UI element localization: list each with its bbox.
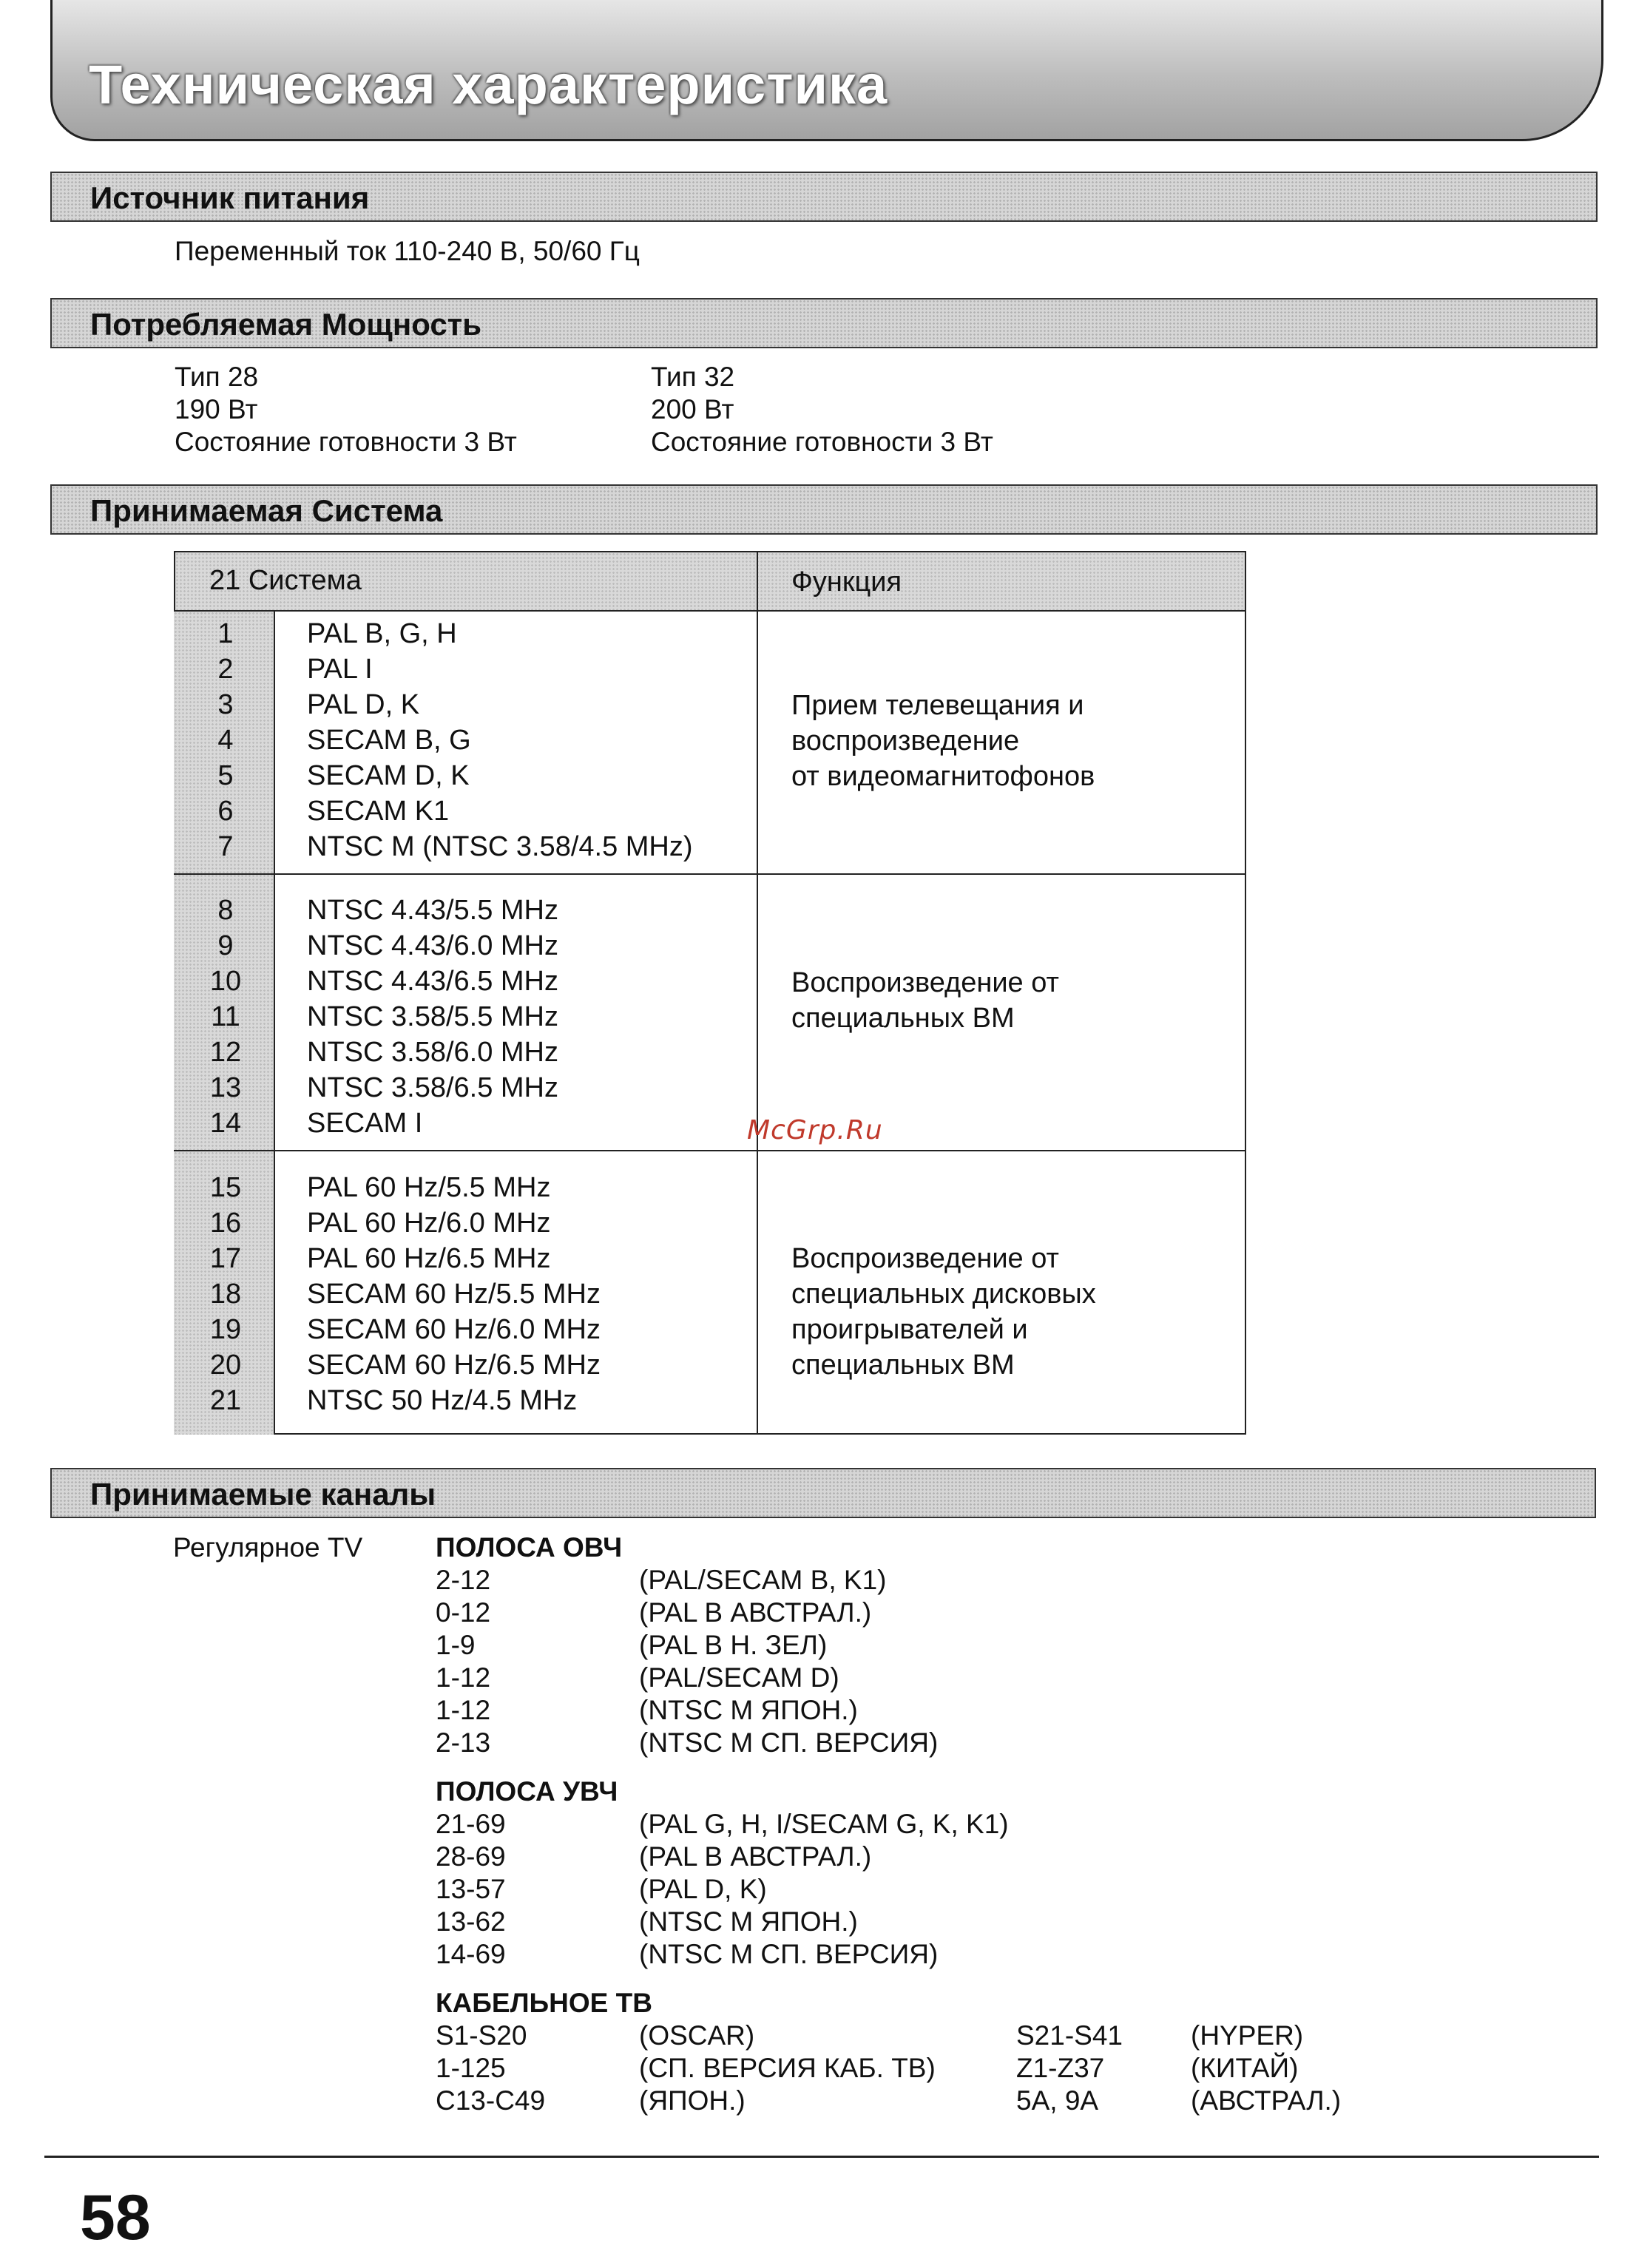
system-name: SECAM D, K bbox=[307, 760, 470, 791]
channel-range: S1-S20 bbox=[436, 2020, 527, 2051]
group-2-function bbox=[791, 965, 1059, 1036]
watermark: McGrp.Ru bbox=[747, 1115, 883, 1145]
power-value-28: 190 Вт bbox=[175, 394, 258, 424]
channel-range: 5A, 9A bbox=[1016, 2085, 1099, 2116]
system-number: 14 bbox=[209, 1108, 242, 1139]
channel-desc: (PAL/SECAM D) bbox=[639, 1662, 839, 1693]
channel-desc: (PAL B АВСТРАЛ.) bbox=[639, 1597, 872, 1628]
system-name: SECAM K1 bbox=[307, 796, 450, 827]
channel-range: 13-57 bbox=[436, 1874, 506, 1904]
channel-range: 2-12 bbox=[436, 1565, 491, 1595]
power-value-32: 200 Вт bbox=[651, 394, 734, 424]
col-header-system: 21 Система bbox=[209, 565, 362, 596]
group-divider bbox=[174, 873, 1246, 875]
power-standby-32: Состояние готовности 3 Вт bbox=[651, 427, 993, 457]
system-number: 2 bbox=[217, 654, 234, 685]
channel-desc: (NTSC M ЯПОН.) bbox=[639, 1906, 858, 1937]
system-name: PAL D, K bbox=[307, 689, 420, 720]
group-3-systems bbox=[307, 1170, 601, 1418]
group-1-numbers bbox=[181, 616, 270, 864]
system-name: NTSC 3.58/5.5 MHz bbox=[307, 1001, 558, 1032]
section-systems bbox=[50, 484, 1598, 535]
power-col-right bbox=[651, 361, 993, 458]
system-number: 13 bbox=[209, 1072, 242, 1103]
cable-ranges bbox=[436, 2020, 545, 2117]
col-header-function: Функция bbox=[791, 566, 902, 598]
system-name: SECAM I bbox=[307, 1108, 423, 1139]
system-number: 12 bbox=[209, 1037, 242, 1068]
channel-desc: (PAL D, K) bbox=[639, 1874, 767, 1904]
system-number: 1 bbox=[217, 618, 234, 649]
power-source-text: Переменный ток 110-240 В, 50/60 Гц bbox=[175, 236, 640, 266]
function-line: от видеомагнитофонов bbox=[791, 761, 1095, 792]
uhf-descriptions bbox=[639, 1808, 1009, 1971]
section-channels bbox=[50, 1468, 1596, 1518]
system-number: 20 bbox=[209, 1350, 242, 1381]
channel-range: 21-69 bbox=[436, 1809, 506, 1839]
system-name: PAL I bbox=[307, 654, 373, 685]
page-title: Техническая характеристика bbox=[89, 54, 888, 115]
system-name: PAL 60 Hz/6.5 MHz bbox=[307, 1243, 551, 1274]
system-number: 16 bbox=[209, 1208, 242, 1239]
system-name: NTSC 4.43/6.0 MHz bbox=[307, 930, 558, 961]
system-number: 6 bbox=[217, 796, 234, 827]
channel-desc: (NTSC M СП. ВЕРСИЯ) bbox=[639, 1939, 939, 1969]
system-name: PAL B, G, H bbox=[307, 618, 457, 649]
system-name: SECAM 60 Hz/6.5 MHz bbox=[307, 1350, 601, 1381]
group-2-systems bbox=[307, 893, 558, 1141]
section-power-consumption bbox=[50, 298, 1598, 348]
channel-range: 1-9 bbox=[436, 1630, 476, 1660]
function-line: Воспроизведение от bbox=[791, 1243, 1059, 1274]
channel-range: 0-12 bbox=[436, 1597, 491, 1628]
cable-descriptions-2 bbox=[1191, 2020, 1341, 2117]
channel-desc: (OSCAR) bbox=[639, 2020, 755, 2051]
group-3-function bbox=[791, 1241, 1096, 1383]
function-line: специальных ВМ bbox=[791, 1350, 1015, 1381]
section-heading: Источник питания bbox=[90, 180, 370, 215]
power-type-28: Тип 28 bbox=[175, 362, 259, 392]
function-line: Прием телевещания и bbox=[791, 690, 1084, 721]
system-number: 21 bbox=[209, 1385, 242, 1416]
channel-range: 13-62 bbox=[436, 1906, 506, 1937]
section-heading: Принимаемые каналы bbox=[90, 1477, 436, 1512]
system-number: 19 bbox=[209, 1314, 242, 1345]
system-number: 15 bbox=[209, 1172, 242, 1203]
function-line: Воспроизведение от bbox=[791, 967, 1059, 998]
regular-tv-label: Регулярное TV bbox=[173, 1532, 363, 1563]
group-1-function bbox=[791, 688, 1095, 794]
function-line: специальных ВМ bbox=[791, 1003, 1015, 1034]
group-2-numbers bbox=[181, 893, 270, 1141]
system-number: 11 bbox=[211, 1001, 240, 1032]
channel-desc: (NTSC M ЯПОН.) bbox=[639, 1695, 858, 1725]
channel-desc: (PAL/SECAM B, K1) bbox=[639, 1565, 887, 1595]
page-number: 58 bbox=[80, 2182, 151, 2253]
system-number: 8 bbox=[217, 895, 234, 926]
system-name: SECAM 60 Hz/6.0 MHz bbox=[307, 1314, 601, 1345]
group-divider bbox=[174, 1150, 1246, 1151]
system-name: NTSC 4.43/6.5 MHz bbox=[307, 966, 558, 997]
channel-range: 28-69 bbox=[436, 1841, 506, 1872]
cable-descriptions bbox=[639, 2020, 936, 2117]
channel-desc: (ЯПОН.) bbox=[639, 2085, 746, 2116]
vhf-title: ПОЛОСА ОВЧ bbox=[436, 1532, 623, 1563]
uhf-ranges bbox=[436, 1808, 506, 1971]
cable-title: КАБЕЛЬНОЕ ТВ bbox=[436, 1988, 652, 2018]
system-number: 3 bbox=[217, 689, 234, 720]
footer-rule bbox=[44, 2156, 1599, 2158]
channel-range: 2-13 bbox=[436, 1727, 491, 1758]
system-name: NTSC 3.58/6.5 MHz bbox=[307, 1072, 558, 1103]
system-name: PAL 60 Hz/5.5 MHz bbox=[307, 1172, 551, 1203]
channel-desc: (PAL G, H, I/SECAM G, K, K1) bbox=[639, 1809, 1009, 1839]
channel-range: 14-69 bbox=[436, 1939, 506, 1969]
system-name: NTSC 4.43/5.5 MHz bbox=[307, 895, 558, 926]
system-number: 18 bbox=[209, 1279, 242, 1310]
system-name: NTSC 50 Hz/4.5 MHz bbox=[307, 1385, 578, 1416]
channel-range: 1-12 bbox=[436, 1695, 491, 1725]
channel-desc: (PAL B Н. ЗЕЛ) bbox=[639, 1630, 828, 1660]
group-1-systems bbox=[307, 616, 693, 864]
channel-range: Z1-Z37 bbox=[1016, 2053, 1105, 2083]
function-line: проигрывателей и bbox=[791, 1314, 1028, 1345]
section-power-source bbox=[50, 172, 1598, 222]
system-number: 9 bbox=[217, 930, 234, 961]
system-name: PAL 60 Hz/6.0 MHz bbox=[307, 1208, 551, 1239]
system-name: SECAM B, G bbox=[307, 725, 471, 756]
uhf-title: ПОЛОСА УВЧ bbox=[436, 1776, 618, 1807]
vhf-descriptions bbox=[639, 1564, 938, 1759]
column-divider bbox=[757, 551, 758, 1435]
channel-desc: (HYPER) bbox=[1191, 2020, 1304, 2051]
system-number: 17 bbox=[209, 1243, 242, 1274]
function-line: воспроизведение bbox=[791, 725, 1020, 756]
system-name: NTSC M (NTSC 3.58/4.5 MHz) bbox=[307, 831, 693, 862]
channel-desc: (NTSC M СП. ВЕРСИЯ) bbox=[639, 1727, 939, 1758]
system-number: 4 bbox=[217, 725, 234, 756]
vhf-ranges bbox=[436, 1564, 490, 1759]
channel-desc: (КИТАЙ) bbox=[1191, 2053, 1299, 2083]
section-heading: Потребляемая Мощность bbox=[90, 307, 482, 342]
channel-desc: (АВСТРАЛ.) bbox=[1191, 2085, 1342, 2116]
system-number: 5 bbox=[217, 760, 234, 791]
channel-range: 1-12 bbox=[436, 1662, 491, 1693]
cable-ranges-2 bbox=[1016, 2020, 1123, 2117]
power-type-32: Тип 32 bbox=[651, 362, 735, 392]
system-name: NTSC 3.58/6.0 MHz bbox=[307, 1037, 558, 1068]
channel-range: C13-C49 bbox=[436, 2085, 546, 2116]
system-name: SECAM 60 Hz/5.5 MHz bbox=[307, 1279, 601, 1310]
section-heading: Принимаемая Система bbox=[90, 493, 443, 528]
group-3-numbers bbox=[181, 1170, 270, 1418]
power-col-left bbox=[175, 361, 517, 458]
channel-range: 1-125 bbox=[436, 2053, 506, 2083]
system-number: 10 bbox=[209, 966, 242, 997]
channel-range: S21-S41 bbox=[1016, 2020, 1123, 2051]
channel-desc: (PAL B АВСТРАЛ.) bbox=[639, 1841, 872, 1872]
power-standby-28: Состояние готовности 3 Вт bbox=[175, 427, 517, 457]
channel-desc: (СП. ВЕРСИЯ КАБ. ТВ) bbox=[639, 2053, 936, 2083]
system-number: 7 bbox=[217, 831, 234, 862]
function-line: специальных дисковых bbox=[791, 1279, 1096, 1310]
